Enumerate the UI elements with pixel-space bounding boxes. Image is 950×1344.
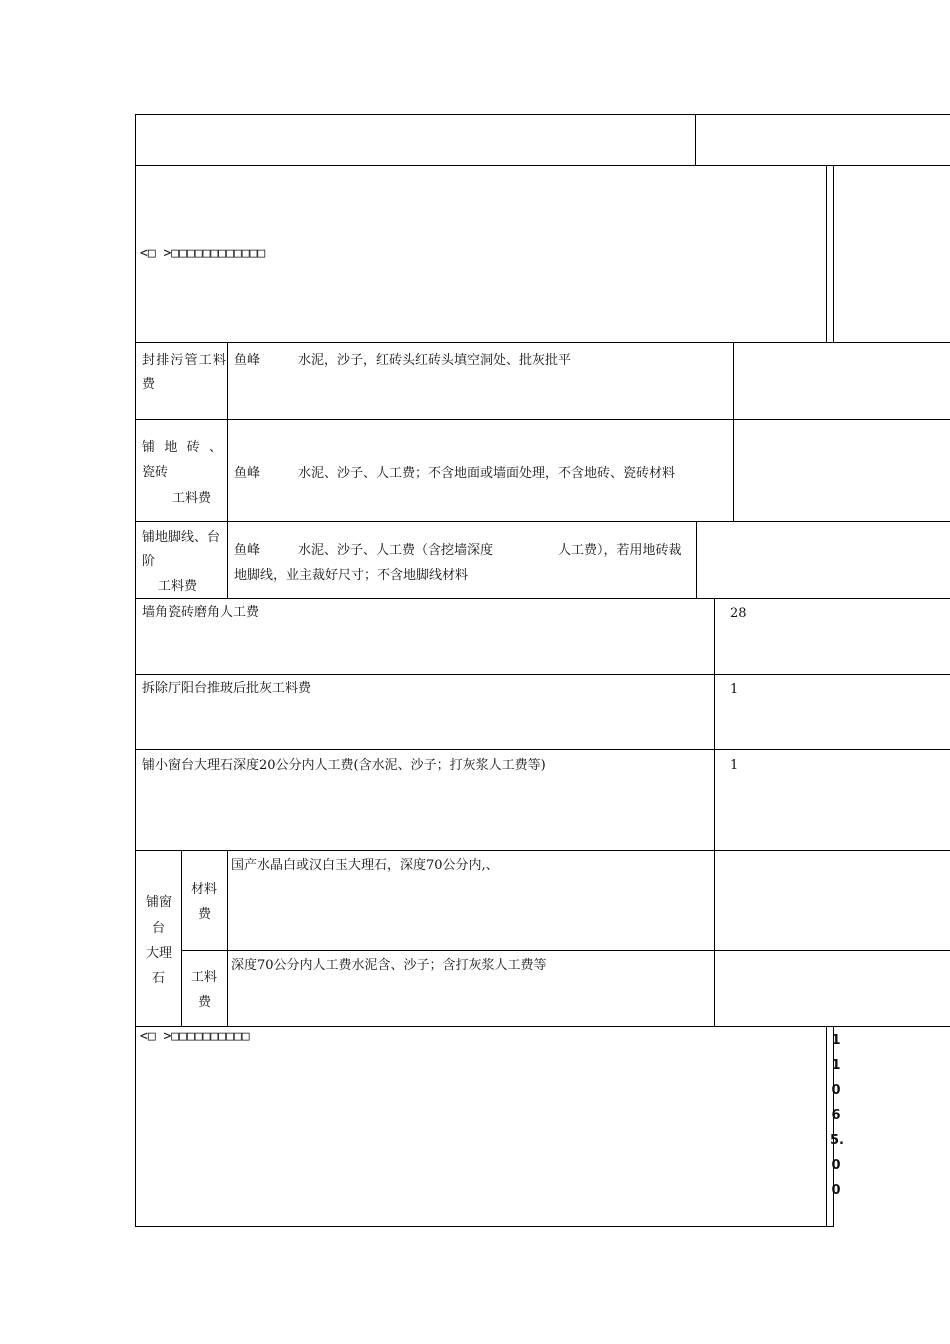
- row-2-desc-cell: [227, 419, 734, 522]
- window-sill-labor-value-cell: [714, 950, 950, 1027]
- window-sill-material-desc-cell: [227, 850, 715, 951]
- row-2-item-cell: [135, 419, 228, 522]
- window-sill-group-label-3: 大理: [146, 946, 173, 961]
- row-3-desc-line2: 地脚线，业主裁好尺寸；不含地脚线材料: [234, 568, 469, 583]
- window-sill-labor-label-1: 工料: [191, 970, 218, 985]
- section-2-cell: [135, 1026, 827, 1227]
- row-5-item: 拆除厅阳台推玻后批灰工料费: [142, 681, 312, 696]
- section-1-cell: [135, 165, 827, 343]
- row-1-item-cell: [135, 342, 228, 420]
- row-2-value-cell: [733, 419, 950, 522]
- row-3-item-line1: 铺地脚线、台: [142, 530, 221, 545]
- row-2-spec: 鱼峰: [234, 466, 261, 481]
- window-sill-group-label-4: 石: [152, 971, 166, 986]
- row-4-qty-cell: [714, 598, 950, 675]
- row-1-item: 封排污管工料费: [142, 353, 226, 392]
- row-3-item-line2: 阶: [142, 554, 156, 569]
- row-2-item-line1: 铺地砖、: [142, 440, 222, 455]
- row-5-item-cell: [135, 674, 715, 750]
- row-6-qty-cell: [714, 749, 950, 851]
- header-row-right-cell: [695, 114, 950, 166]
- row-1-value-cell: [733, 342, 950, 420]
- window-sill-material-value-cell: [714, 850, 950, 951]
- row-3-desc-b: 人工费），若用地砖裁: [558, 543, 682, 558]
- row-4-item-cell: [135, 598, 715, 675]
- window-sill-group-cell: [135, 850, 182, 1027]
- section-2-total: 110 65.00: [830, 1033, 844, 1198]
- row-3-desc-a: 水泥、沙子、人工费（含挖墙深度: [298, 543, 494, 558]
- section-2-title: <□ >□□□□□□□□□□: [140, 1029, 250, 1044]
- window-sill-labor-label-2: 费: [198, 995, 212, 1010]
- window-sill-material-desc: 国产水晶白或汉白玉大理石，深度70公分内,、: [231, 858, 499, 873]
- row-6-item: 铺小窗台大理石深度20公分内人工费(含水泥、沙子；打灰浆人工费等): [142, 758, 546, 773]
- row-3-desc-cell: [227, 521, 697, 599]
- row-2-desc: 水泥、沙子、人工费；不含地面或墙面处理，不含地砖、瓷砖材料: [298, 466, 676, 481]
- window-sill-material-label-cell: [181, 850, 228, 951]
- row-1-desc-cell: [227, 342, 734, 420]
- window-sill-labor-desc-cell: [227, 950, 715, 1027]
- header-row-left-cell: [135, 114, 696, 166]
- row-3-spec: 鱼峰: [234, 543, 261, 558]
- row-3-item-cell: [135, 521, 228, 599]
- window-sill-material-label-1: 材料: [191, 882, 218, 897]
- window-sill-group-label-1: 铺窗: [146, 895, 173, 910]
- row-2-item-line2: 瓷砖: [142, 465, 169, 480]
- window-sill-group-label-2: 台: [152, 921, 166, 936]
- section-1-right-cell: [833, 165, 950, 343]
- row-4-item: 墙角瓷砖磨角人工费: [142, 605, 260, 620]
- row-2-item-line3: 工料费: [172, 491, 212, 506]
- row-4-qty: 28: [730, 606, 747, 621]
- row-6-qty: 1: [730, 758, 739, 773]
- row-5-qty-cell: [714, 674, 950, 750]
- section-1-title: <□ >□□□□□□□□□□□□: [140, 246, 266, 261]
- row-3-value-cell: [696, 521, 950, 599]
- window-sill-labor-label-cell: [181, 950, 228, 1027]
- row-3-item-line3: 工料费: [158, 579, 198, 594]
- row-1-desc: 水泥，沙子，红砖头红砖头填空洞处、批灰批平: [298, 353, 572, 368]
- row-1-spec: 鱼峰: [234, 353, 261, 368]
- window-sill-material-label-2: 费: [198, 907, 212, 922]
- window-sill-labor-desc: 深度70公分内人工费水泥含、沙子；含打灰浆人工费等: [231, 958, 547, 973]
- row-5-qty: 1: [730, 682, 739, 697]
- row-6-item-cell: [135, 749, 715, 851]
